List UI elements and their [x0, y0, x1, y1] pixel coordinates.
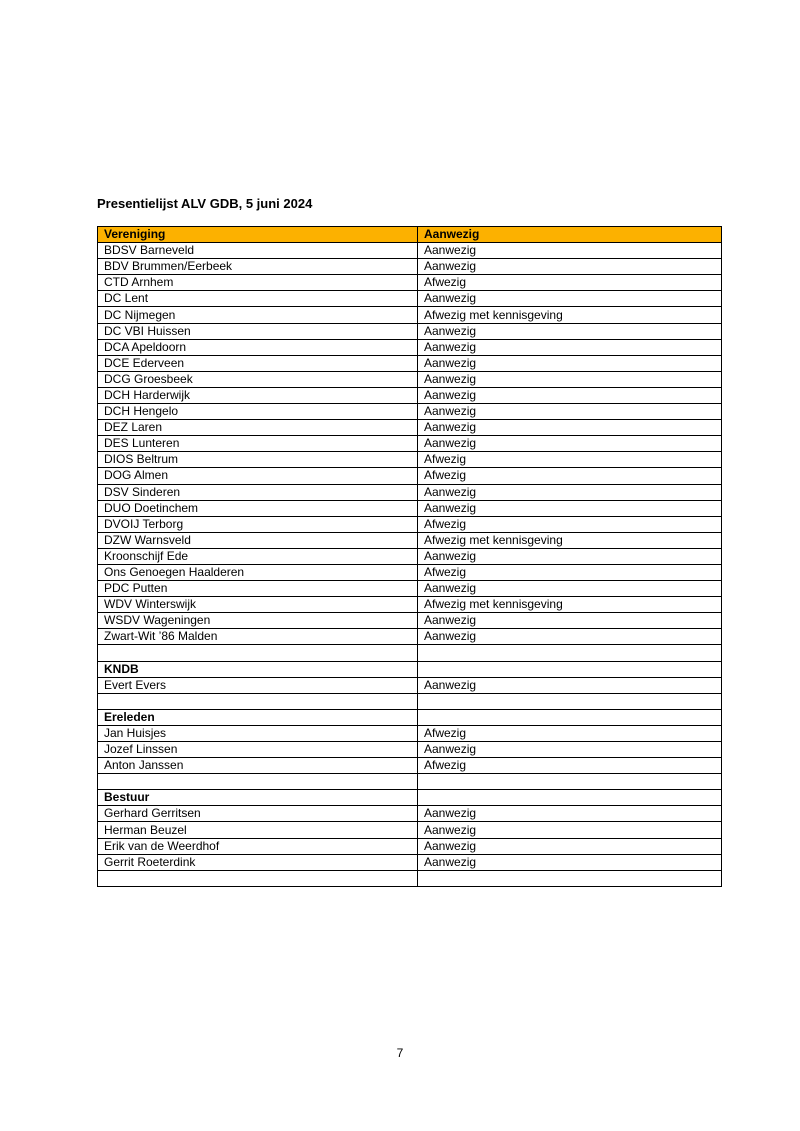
aanwezig-cell [418, 790, 722, 806]
vereniging-cell: WDV Winterswijk [98, 597, 418, 613]
aanwezig-cell: Aanwezig [418, 243, 722, 259]
table-row [98, 275, 722, 291]
table-row [98, 420, 722, 436]
table-row [98, 613, 722, 629]
vereniging-cell: Jozef Linssen [98, 742, 418, 758]
vereniging-cell: DCE Ederveen [98, 355, 418, 371]
vereniging-cell: DC Nijmegen [98, 307, 418, 323]
aanwezig-cell: Aanwezig [418, 484, 722, 500]
section-row [98, 790, 722, 806]
vereniging-cell: DOG Almen [98, 468, 418, 484]
aanwezig-cell: Aanwezig [418, 838, 722, 854]
aanwezig-cell: Aanwezig [418, 323, 722, 339]
aanwezig-cell: Afwezig [418, 725, 722, 741]
vereniging-cell: DUO Doetinchem [98, 500, 418, 516]
table-row [98, 758, 722, 774]
vereniging-cell: DSV Sinderen [98, 484, 418, 500]
vereniging-cell: DZW Warnsveld [98, 532, 418, 548]
table-row [98, 516, 722, 532]
empty-row [98, 870, 722, 886]
table-row [98, 838, 722, 854]
vereniging-cell [98, 870, 418, 886]
aanwezig-cell: Afwezig met kennisgeving [418, 532, 722, 548]
aanwezig-cell: Afwezig [418, 516, 722, 532]
vereniging-cell: Gerhard Gerritsen [98, 806, 418, 822]
table-row [98, 597, 722, 613]
vereniging-cell: DEZ Laren [98, 420, 418, 436]
table-row [98, 468, 722, 484]
aanwezig-cell: Aanwezig [418, 548, 722, 564]
table-row [98, 243, 722, 259]
aanwezig-cell: Afwezig [418, 758, 722, 774]
aanwezig-cell: Aanwezig [418, 355, 722, 371]
vereniging-cell: Bestuur [98, 790, 418, 806]
table-row [98, 436, 722, 452]
table-row [98, 629, 722, 645]
vereniging-cell: PDC Putten [98, 581, 418, 597]
vereniging-cell: DCH Hengelo [98, 404, 418, 420]
page-number: 7 [396, 1046, 404, 1060]
vereniging-cell: Herman Beuzel [98, 822, 418, 838]
table-row [98, 323, 722, 339]
vereniging-cell: Ereleden [98, 709, 418, 725]
table-row [98, 291, 722, 307]
vereniging-cell: DCG Groesbeek [98, 371, 418, 387]
vereniging-cell: Erik van de Weerdhof [98, 838, 418, 854]
aanwezig-cell [418, 661, 722, 677]
vereniging-cell: Zwart-Wit ’86 Malden [98, 629, 418, 645]
vereniging-cell [98, 693, 418, 709]
table-row [98, 854, 722, 870]
presence-table [97, 226, 722, 887]
table-row [98, 404, 722, 420]
aanwezig-cell: Aanwezig [418, 613, 722, 629]
aanwezig-cell [418, 645, 722, 661]
aanwezig-cell: Aanwezig [418, 387, 722, 403]
vereniging-cell: DIOS Beltrum [98, 452, 418, 468]
vereniging-cell: DCH Harderwijk [98, 387, 418, 403]
aanwezig-cell: Afwezig [418, 452, 722, 468]
vereniging-cell: Jan Huisjes [98, 725, 418, 741]
aanwezig-cell: Aanwezig [418, 436, 722, 452]
vereniging-cell: BDV Brummen/Eerbeek [98, 259, 418, 275]
vereniging-cell: DES Lunteren [98, 436, 418, 452]
aanwezig-cell [418, 774, 722, 790]
vereniging-cell: WSDV Wageningen [98, 613, 418, 629]
aanwezig-cell: Aanwezig [418, 259, 722, 275]
vereniging-cell: Evert Evers [98, 677, 418, 693]
aanwezig-cell: Afwezig [418, 564, 722, 580]
aanwezig-cell: Afwezig [418, 275, 722, 291]
section-row [98, 709, 722, 725]
aanwezig-cell [418, 870, 722, 886]
aanwezig-cell: Afwezig met kennisgeving [418, 597, 722, 613]
table-row [98, 548, 722, 564]
table-row [98, 742, 722, 758]
aanwezig-cell [418, 709, 722, 725]
aanwezig-cell: Aanwezig [418, 822, 722, 838]
column-header-vereniging: Vereniging [98, 227, 418, 243]
aanwezig-cell [418, 693, 722, 709]
vereniging-cell: DC Lent [98, 291, 418, 307]
aanwezig-cell: Afwezig met kennisgeving [418, 307, 722, 323]
empty-row [98, 645, 722, 661]
table-row [98, 307, 722, 323]
aanwezig-cell: Aanwezig [418, 291, 722, 307]
aanwezig-cell: Aanwezig [418, 404, 722, 420]
aanwezig-cell: Aanwezig [418, 500, 722, 516]
table-row [98, 355, 722, 371]
table-row [98, 387, 722, 403]
table-row [98, 806, 722, 822]
aanwezig-cell: Aanwezig [418, 629, 722, 645]
aanwezig-cell: Aanwezig [418, 339, 722, 355]
table-row [98, 581, 722, 597]
vereniging-cell: Gerrit Roeterdink [98, 854, 418, 870]
empty-row [98, 774, 722, 790]
vereniging-cell: DC VBI Huissen [98, 323, 418, 339]
page-title: Presentielijst ALV GDB, 5 juni 2024 [97, 196, 313, 211]
table-row [98, 500, 722, 516]
vereniging-cell: CTD Arnhem [98, 275, 418, 291]
vereniging-cell: BDSV Barneveld [98, 243, 418, 259]
empty-row [98, 693, 722, 709]
aanwezig-cell: Afwezig [418, 468, 722, 484]
vereniging-cell [98, 774, 418, 790]
table-row [98, 339, 722, 355]
table-row [98, 484, 722, 500]
aanwezig-cell: Aanwezig [418, 371, 722, 387]
vereniging-cell: DVOIJ Terborg [98, 516, 418, 532]
vereniging-cell: Anton Janssen [98, 758, 418, 774]
table-row [98, 452, 722, 468]
aanwezig-cell: Aanwezig [418, 677, 722, 693]
table-row [98, 532, 722, 548]
table-row [98, 677, 722, 693]
aanwezig-cell: Aanwezig [418, 806, 722, 822]
aanwezig-cell: Aanwezig [418, 420, 722, 436]
table-row [98, 371, 722, 387]
section-row [98, 661, 722, 677]
column-header-aanwezig: Aanwezig [418, 227, 722, 243]
vereniging-cell: Kroonschijf Ede [98, 548, 418, 564]
vereniging-cell: Ons Genoegen Haalderen [98, 564, 418, 580]
aanwezig-cell: Aanwezig [418, 742, 722, 758]
table-row [98, 259, 722, 275]
vereniging-cell [98, 645, 418, 661]
vereniging-cell: KNDB [98, 661, 418, 677]
table-row [98, 564, 722, 580]
table-row [98, 725, 722, 741]
table-row [98, 822, 722, 838]
vereniging-cell: DCA Apeldoorn [98, 339, 418, 355]
table-header-row [98, 227, 722, 243]
aanwezig-cell: Aanwezig [418, 854, 722, 870]
aanwezig-cell: Aanwezig [418, 581, 722, 597]
